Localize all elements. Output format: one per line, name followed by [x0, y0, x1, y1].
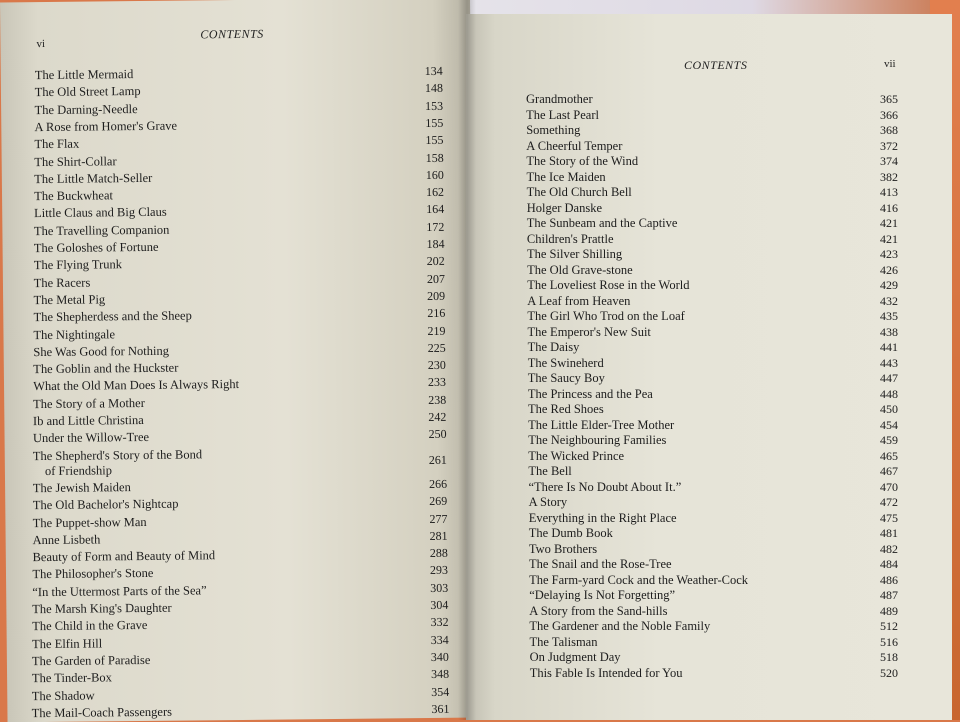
toc-entry-title: The Daisy [527, 340, 580, 354]
left-page-number: vi [36, 37, 46, 51]
toc-entry-title: The Nightingale [33, 326, 116, 342]
toc-entry-title: The Child in the Grave [32, 618, 148, 634]
toc-entry-title: Children's Prattle [526, 231, 614, 246]
toc-entry-page: 281 [429, 528, 448, 543]
toc-entry-title: The Little Match-Seller [34, 170, 153, 186]
toc-entry-title: The Shepherdess and the Sheep [33, 308, 192, 325]
toc-entry-title: The Wicked Prince [528, 448, 625, 463]
toc-entry-title: The Philosopher's Stone [32, 566, 154, 582]
toc-entry-title: Anne Lisbeth [32, 532, 101, 547]
toc-entry-title: The Talisman [529, 634, 598, 649]
toc-entry-page: 288 [429, 545, 448, 561]
toc-entry-title: The Puppet-show Man [32, 514, 147, 530]
toc-entry-page: 484 [880, 557, 898, 571]
toc-entry-title: A Leaf from Heaven [527, 293, 631, 308]
toc-entry-title: Under the Willow-Tree [32, 430, 150, 446]
toc-entry-page: 269 [429, 493, 448, 509]
toc-entry-page: 134 [424, 63, 443, 79]
toc-entry-page: 447 [880, 371, 898, 385]
toc-entry-page: 423 [880, 247, 898, 261]
toc-entry-title: A Rose from Homer's Grave [34, 118, 178, 134]
toc-entry-title: The Ice Maiden [526, 169, 606, 184]
toc-entry-page: 233 [427, 375, 447, 390]
toc-entry-page: 184 [426, 236, 445, 252]
left-page-header: CONTENTS [200, 26, 264, 42]
toc-entry-title: The Farm-yard Cock and the Weather-Cock [529, 572, 749, 587]
toc-entry-title: “Delaying Is Not Forgetting” [529, 588, 676, 602]
toc-entry-page: 421 [880, 231, 898, 246]
left-page [0, 0, 478, 722]
toc-entry-page: 448 [880, 386, 898, 401]
toc-entry-title: The Sunbeam and the Captive [526, 216, 678, 230]
toc-entry-page: 470 [880, 479, 898, 494]
toc-entry-title: The Goloshes of Fortune [33, 239, 159, 256]
toc-entry-page: 426 [880, 262, 898, 277]
toc-entry [1, 63, 471, 83]
toc-entry-page: 304 [430, 597, 449, 612]
toc-entry-page: 207 [426, 271, 446, 286]
toc-entry-title: Little Claus and Big Claus [33, 205, 167, 221]
toc-entry-title: The Girl Who Trod on the Loaf [527, 309, 685, 323]
toc-entry-page: 202 [426, 254, 445, 269]
toc-entry-page: 518 [880, 650, 898, 664]
toc-entry-page: 242 [428, 409, 447, 424]
toc-entry-title: The Buckwheat [34, 188, 114, 204]
toc-entry-title: The Little Mermaid [34, 67, 134, 83]
toc-entry-page: 160 [425, 167, 444, 182]
toc-entry-page: 155 [425, 115, 444, 130]
toc-entry-page: 219 [427, 323, 446, 338]
toc-entry-page: 512 [880, 619, 898, 633]
toc-entry-title: The Goblin and the Huckster [33, 360, 179, 377]
toc-entry-page: 332 [430, 615, 449, 630]
toc-entry-title: Beauty of Form and Beauty of Mind [32, 548, 216, 565]
toc-entry-title: The Shepherd's Story of the Bond [32, 446, 203, 463]
toc-entry-page: 348 [430, 666, 450, 682]
toc-entry-title: A Story [528, 495, 568, 509]
toc-entry-page: 209 [427, 288, 446, 303]
toc-entry-title: The Old Grave-stone [527, 262, 633, 277]
toc-entry-page: 266 [429, 476, 448, 491]
toc-entry-title: The Darning-Needle [34, 101, 138, 117]
toc-entry-page: 162 [425, 184, 445, 200]
toc-entry-title: The Shirt-Collar [34, 153, 117, 169]
toc-entry-title: The Last Pearl [526, 107, 599, 122]
toc-entry-title: The Little Elder-Tree Mother [528, 417, 675, 432]
toc-entry-page: 416 [880, 200, 898, 215]
toc-entry-page: 361 [431, 701, 450, 716]
toc-entry-title: The Old Church Bell [526, 185, 632, 199]
toc-entry-title: The Story of the Wind [526, 154, 639, 168]
toc-entry-title: The Metal Pig [33, 292, 106, 308]
toc-entry-page: 382 [880, 169, 898, 184]
toc-entry-page: 432 [880, 293, 898, 308]
toc-entry-title: A Cheerful Temper [526, 138, 623, 153]
toc-entry-title: Something [526, 123, 581, 137]
toc-entry-page: 372 [880, 138, 898, 153]
toc-entry-title: Ib and Little Christina [32, 412, 144, 429]
toc-entry-page: 520 [880, 665, 898, 680]
toc-entry-page: 450 [880, 402, 898, 416]
toc-entry-title: The Red Shoes [528, 402, 604, 416]
toc-entry-title: The Bell [528, 464, 572, 478]
toc-entry-title: The Swineherd [527, 355, 604, 370]
toc-entry-title: Grandmother [526, 92, 593, 106]
toc-entry-title: The Garden of Paradise [31, 652, 151, 669]
toc-entry-title: The Emperor's New Suit [527, 324, 651, 339]
toc-entry-page: 459 [880, 433, 898, 447]
toc-entry-page: 158 [425, 150, 444, 165]
toc-entry-page: 334 [430, 632, 449, 647]
right-page-number: vii [884, 58, 896, 70]
toc-entry-title: A Story from the Sand-hills [529, 603, 668, 618]
book-gutter [458, 0, 476, 720]
toc-entry-title: On Judgment Day [529, 650, 621, 664]
toc-entry-page: 429 [880, 278, 898, 292]
toc-entry-page: 467 [880, 464, 898, 478]
toc-entry-title: The Saucy Boy [527, 371, 605, 385]
toc-entry-page: 216 [427, 306, 446, 321]
toc-entry-title: The Elfin Hill [32, 636, 103, 651]
toc-entry-title: The Travelling Companion [33, 222, 170, 238]
toc-entry-page: 153 [425, 98, 444, 113]
toc-entry-title: Two Brothers [528, 541, 598, 556]
toc-entry-title: Holger Danske [526, 200, 603, 215]
toc-entry-page: 475 [880, 510, 898, 525]
toc-entry-title: The Gardener and the Noble Family [529, 619, 711, 633]
toc-entry-title: The Princess and the Pea [527, 386, 653, 401]
toc-entry-page: 441 [880, 340, 898, 354]
toc-entry-title: The Flying Trunk [33, 257, 123, 273]
toc-entry-title: This Fable Is Intended for You [529, 665, 683, 680]
toc-entry-page: 421 [880, 216, 898, 230]
toc-entry-title: The Racers [33, 275, 91, 290]
toc-entry-title: The Story of a Mother [33, 395, 145, 411]
toc-entry-title: The Snail and the Rose-Tree [529, 557, 672, 571]
toc-entry-title: The Flax [34, 136, 80, 152]
toc-entry-page: 366 [880, 107, 898, 122]
toc-entry-title: The Marsh King's Daughter [32, 600, 172, 617]
toc-entry-page: 277 [429, 511, 448, 526]
toc-entry-page: 340 [430, 649, 449, 664]
toc-entry-page: 486 [880, 572, 898, 587]
toc-entry-page: 435 [880, 309, 898, 323]
right-page-header: CONTENTS [684, 58, 748, 72]
toc-entry-title: The Jewish Maiden [32, 480, 131, 496]
toc-entry-page: 354 [431, 684, 450, 699]
right-page [466, 14, 952, 720]
toc-entry-title: The Neighbouring Families [528, 433, 667, 447]
toc-entry-page: 230 [427, 357, 446, 373]
toc-entry-page: 225 [427, 340, 446, 355]
toc-entry-title: The Silver Shilling [527, 247, 623, 261]
toc-entry-page: 489 [880, 603, 898, 618]
toc-entry-page: 472 [880, 495, 898, 509]
toc-entry-title: The Mail-Coach Passengers [31, 704, 173, 720]
toc-entry-title: Everything in the Right Place [528, 510, 677, 525]
toc-entry-page: 148 [424, 81, 444, 96]
toc-entry-page: 443 [880, 355, 898, 370]
toc-entry-title: The Tinder-Box [31, 670, 112, 686]
toc-entry-page: 516 [880, 634, 898, 649]
toc-entry-page: 438 [880, 324, 898, 339]
toc-entry-title: She Was Good for Nothing [33, 343, 169, 359]
toc-entry-title: The Old Street Lamp [34, 84, 141, 100]
toc-entry-page: 250 [428, 427, 447, 442]
toc-entry-page: 413 [880, 185, 898, 199]
toc-entry-title-continued: of Friendship [44, 462, 113, 478]
toc-entry-page: 374 [880, 154, 898, 168]
toc-entry-page: 155 [425, 133, 444, 148]
toc-entry-page: 454 [880, 417, 898, 432]
toc-entry-title: The Dumb Book [528, 526, 613, 540]
toc-entry-title: The Old Bachelor's Nightcap [32, 496, 179, 513]
toc-entry-page: 303 [430, 580, 449, 595]
toc-entry-title: “There Is No Doubt About It.” [528, 479, 682, 494]
toc-entry-title: The Shadow [31, 688, 95, 703]
toc-entry-page: 487 [880, 588, 898, 602]
toc-entry-page: 164 [426, 202, 445, 217]
toc-entry-page: 482 [880, 541, 898, 556]
toc-entry-page: 368 [880, 123, 898, 137]
toc-entry-page: 293 [429, 563, 449, 578]
toc-entry-title: The Loveliest Rose in the World [527, 278, 690, 292]
toc-entry-page: 365 [880, 92, 898, 106]
toc-entry-page: 481 [880, 526, 898, 540]
toc-entry-page: 172 [426, 219, 445, 234]
toc-entry-page: 238 [428, 392, 447, 407]
toc-entry-title: “In the Uttermost Parts of the Sea” [32, 583, 207, 599]
toc-entry-page: 465 [880, 448, 898, 463]
toc-entry-title: What the Old Man Does Is Always Right [33, 377, 240, 394]
toc-entry-page: 261 [428, 452, 447, 467]
